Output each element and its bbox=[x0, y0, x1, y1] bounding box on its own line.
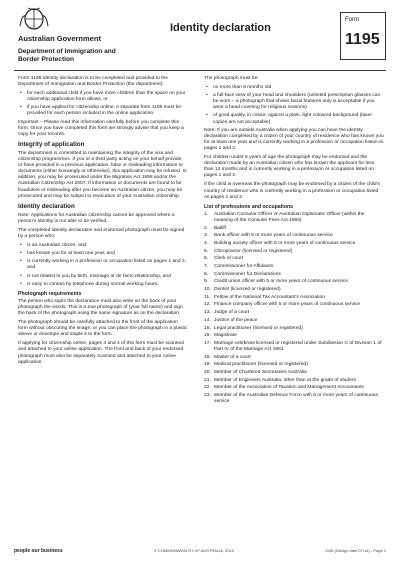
profession-item bbox=[204, 212, 384, 224]
profession-number: 3. bbox=[204, 233, 209, 239]
photo-bullet: • no more than 6 months old bbox=[204, 85, 384, 91]
profession-number: 19. bbox=[204, 362, 211, 368]
coat-of-arms-icon bbox=[18, 6, 50, 32]
identity-text: The completed identity declaration and endorsed photograph must be signed by a person who: bbox=[18, 227, 185, 240]
profession-number: 21. bbox=[204, 377, 211, 383]
profession-text: Member of Chartered Secretaries Australia bbox=[214, 370, 307, 376]
profession-item bbox=[204, 233, 384, 239]
photo-heading: Photograph requirements bbox=[18, 290, 82, 297]
profession-number: 4. bbox=[204, 240, 209, 246]
profession-text: Clerk of court bbox=[214, 256, 244, 262]
profession-text: Dentist (licensed or registered) bbox=[214, 287, 281, 293]
profession-item bbox=[204, 378, 384, 384]
professions-heading: List of professions and occupations bbox=[204, 203, 294, 210]
profession-number: 13. bbox=[204, 310, 211, 316]
profession-item bbox=[204, 385, 384, 391]
professions-list bbox=[204, 212, 384, 406]
profession-text: Justice of the peace bbox=[214, 317, 258, 323]
integrity-heading: Integrity of application bbox=[18, 140, 85, 148]
profession-text: Building society officer with 5 or more years of continuous service bbox=[214, 240, 356, 246]
profession-number: 11. bbox=[204, 294, 211, 300]
profession-text: Commissioner for Affidavits bbox=[214, 264, 274, 269]
profession-item bbox=[204, 355, 384, 361]
form-number: 1195 bbox=[345, 31, 380, 48]
overseas-text: If the child is overseas the photograph may be endorsed by a citizen of the child's country of residence who is currently working in a profession or occupation listed on pages 1 and 2. bbox=[204, 182, 381, 200]
integrity-text: The department is committed to maintaining the integrity of the visa and citizenship programmes. If you or a third party acting on your behalf provide, or have provided in a previous application, false or misleading information or documents (either knowingly or otherwise), this application may be refused. In addition, you may be prosecuted under the Migration Act 1958 and/or the Australian Citizenship Act 2007. If information or documents are found to be fraudulent or misleading after you become an Australian citizen, you may be prosecuted and may be subject to revocation of your Australian citizenship. bbox=[18, 150, 187, 199]
profession-item bbox=[204, 264, 384, 270]
profession-text: Australian Consular Officer or Australian Diplomatic Officer (within the meaning of the Consular Fees Act 1955) bbox=[214, 211, 365, 223]
profession-text: Member of the Australian Defence Force with 5 or more years of continuous service bbox=[214, 393, 378, 405]
form-label: Form bbox=[345, 17, 359, 23]
profession-item bbox=[204, 326, 384, 332]
profession-number: 20. bbox=[204, 370, 211, 376]
identity-bullet: • is not related to you by birth, marriage or de facto relationship, and bbox=[18, 274, 188, 280]
profession-number: 8. bbox=[204, 271, 209, 277]
profession-item bbox=[204, 341, 384, 353]
profession-number: 2. bbox=[204, 225, 209, 231]
profession-item bbox=[204, 226, 384, 232]
identity-heading: Identity declaration bbox=[18, 202, 75, 210]
profession-item bbox=[204, 256, 384, 262]
profession-number: 10. bbox=[204, 287, 211, 293]
profession-number: 9. bbox=[204, 279, 209, 285]
profession-text: Legal practitioner (licensed or registered) bbox=[214, 325, 303, 331]
government-name: Australian Government bbox=[18, 34, 101, 43]
profession-number: 18. bbox=[204, 354, 211, 360]
profession-text: Commissioner for Declarations bbox=[214, 271, 281, 277]
left-column bbox=[18, 76, 188, 369]
profession-number: 16. bbox=[204, 333, 211, 339]
page-header bbox=[0, 0, 400, 72]
profession-number: 6. bbox=[204, 256, 209, 262]
profession-item bbox=[204, 318, 384, 324]
profession-item bbox=[204, 333, 384, 339]
profession-number: 5. bbox=[204, 248, 209, 254]
footer-copyright: © COMMONWEALTH OF AUSTRALIA, 2014 bbox=[154, 548, 234, 553]
profession-number: 15. bbox=[204, 325, 211, 331]
outside-note: Note: If you are outside Australia when applying you can have the identity declaration completed by a citizen of your country of residence who has known you for at least one year and is currently working in a profession or occupation listed on pages 1 and 2. bbox=[204, 127, 384, 151]
profession-text: Magistrate bbox=[214, 333, 237, 339]
profession-item bbox=[204, 393, 384, 405]
profession-text: Finance company officer with 5 or more years of continuous service bbox=[214, 302, 361, 308]
profession-text: Fellow of the National Tax Accountant's Association bbox=[214, 294, 325, 300]
identity-bullet: • has known you for at least one year, and bbox=[18, 251, 188, 257]
right-column bbox=[204, 76, 384, 407]
photo-bullet: • a full-face view of your head and shoulders (untinted prescription glasses can be worn – a photograph that shows facial features only is acceptable if you wear a head covering for religious reasons) bbox=[204, 93, 384, 111]
profession-item bbox=[204, 241, 384, 247]
profession-number: 22. bbox=[204, 385, 211, 391]
profession-item bbox=[204, 272, 384, 278]
photo-must-text: The photograph must be: bbox=[204, 76, 259, 81]
profession-item bbox=[204, 310, 384, 316]
profession-item bbox=[204, 295, 384, 301]
profession-text: Bailiff bbox=[214, 225, 226, 231]
profession-text: Master of a court bbox=[214, 354, 251, 360]
photo-text: If applying for citizenship online, pages 3 and 4 of this form must be scanned and attached to your online application. The front and back of your endorsed photograph must also be separately scanned and attached to your online application. bbox=[18, 341, 184, 365]
identity-bullet: • is currently working in a profession or occupation listed on pages 1 and 2, and bbox=[18, 259, 188, 271]
profession-item bbox=[204, 302, 384, 308]
profession-text: Chiropractor (licensed or registered) bbox=[214, 248, 293, 254]
important-text: Important – Please read this information carefully before you complete this form. Once you have completed this form we strongly advise that you keep a copy for your records. bbox=[18, 119, 184, 137]
page-title: Identity declaration bbox=[170, 22, 271, 34]
profession-text: Medical practitioner (licensed or registered) bbox=[214, 362, 308, 368]
profession-text: Credit union officer with 5 or more years of continuous service bbox=[214, 279, 348, 285]
profession-text: Judge of a court bbox=[214, 310, 250, 316]
intro-bullet: • for each additional child if you have more children than the space on your citizenship application form allows, or bbox=[18, 91, 188, 103]
photo-text: The photograph should be carefully attached to the front of the application form without obscuring the image, or you can place the photograph in a plastic sleeve or envelope and staple it to the form. bbox=[18, 320, 188, 338]
header-divider bbox=[14, 70, 386, 71]
profession-text: Member of Engineers Australia, other than at the grade of student bbox=[214, 377, 356, 383]
form-number-box bbox=[340, 12, 386, 60]
profession-item bbox=[204, 370, 384, 376]
footer-brand: people our business bbox=[14, 548, 63, 554]
profession-number: 12. bbox=[204, 302, 211, 308]
identity-bullet: • is an Australian citizen, and bbox=[18, 243, 188, 249]
profession-number: 7. bbox=[204, 264, 209, 269]
intro-bullet: • if you have applied for citizenship online. A separate form 1195 must be provided for each person included in the online application. bbox=[18, 105, 188, 117]
profession-text: Member of the Association of Taxation and Management Accountants bbox=[214, 385, 364, 391]
intro-text: Form 1195 Identity declaration is to be completed and provided to the Department of Immigration and Border Protection (the department): bbox=[18, 76, 168, 88]
photo-text: The person who signs the declaration must also write on the back of your photograph the words: This is a true photograph of (your full name) and sign the back of the photograph using the same signature as on the declaration. bbox=[18, 298, 183, 316]
profession-text: Bank officer with 5 or more years of continuous service bbox=[214, 233, 333, 239]
identity-bullet: • is easy to contact by telephone during normal working hours. bbox=[18, 282, 188, 288]
children-text: For children under 6 years of age the photograph may be endorsed and the declaration made by an Australian citizen who has known the applicant for less than 12 months and is currently working in a profession or occupation listed on pages 1 and 2. bbox=[204, 155, 375, 179]
profession-item bbox=[204, 287, 384, 293]
profession-number: 14. bbox=[204, 317, 211, 323]
department-name: Department of Immigration and Border Protection bbox=[18, 48, 116, 63]
identity-note: Note: Applications for Australian citizenship cannot be approved where a person's identity is not able to be verified. bbox=[18, 212, 175, 224]
photo-bullet: • of good quality, in colour, against a plain, light coloured background (laser copies are not acceptable). bbox=[204, 113, 384, 125]
profession-number: 23. bbox=[204, 393, 211, 399]
profession-item bbox=[204, 279, 384, 285]
profession-number: 1. bbox=[204, 211, 209, 217]
footer-page-info: 1195 (Design date 07/14) - Page 1 bbox=[324, 548, 386, 553]
profession-number: 17. bbox=[204, 340, 211, 346]
profession-item bbox=[204, 362, 384, 368]
profession-item bbox=[204, 249, 384, 255]
profession-text: Marriage celebrant licensed or registered under Subdivision C of Division 1 of Part IV of the Marriage Act 1961 bbox=[214, 340, 382, 352]
